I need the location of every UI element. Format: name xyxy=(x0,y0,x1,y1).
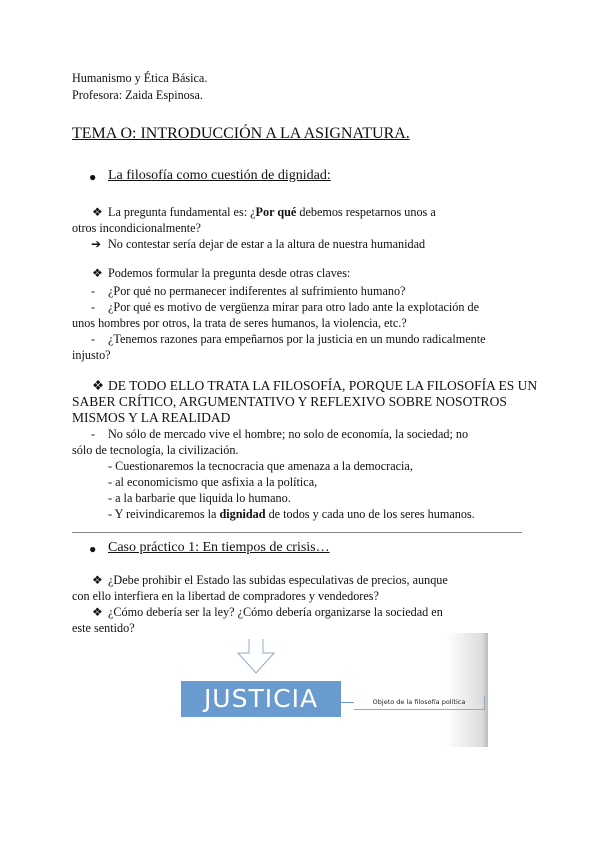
connector-line xyxy=(341,702,354,703)
text: de todos y cada uno de los seres humanos. xyxy=(265,507,475,521)
text: - Y reivindicaremos la xyxy=(108,507,220,521)
sub-item: - a la barbarie que liquida lo humano. xyxy=(108,491,291,505)
bullet-icon: ● xyxy=(89,170,97,184)
down-arrow-icon xyxy=(236,639,276,675)
page-title: TEMA O: INTRODUCCIÓN A LA ASIGNATURA. xyxy=(72,125,410,142)
section-heading: La filosofía como cuestión de dignidad: xyxy=(108,168,331,183)
paragraph-line: este sentido? xyxy=(72,621,135,635)
caps-line: SABER CRÍTICO, ARGUMENTATIVO Y REFLEXIVO SOBRE NOSOTROS xyxy=(72,394,507,409)
sub-item: - Cuestionaremos la tecnocracia que amenaza a la democracia, xyxy=(108,459,413,473)
dash-icon: - xyxy=(91,300,96,314)
justicia-box: JUSTICIA xyxy=(181,681,341,717)
paragraph-line: con ello interfiera en la libertad de compradores y vendedores? xyxy=(72,589,379,603)
list-item: unos hombres por otros, la trata de seres humanos, la violencia, etc.? xyxy=(72,316,407,330)
arrow-icon: ➔ xyxy=(91,237,102,251)
diamond-bullet-icon: ❖ xyxy=(92,378,105,393)
paragraph-line: Podemos formular la pregunta desde otras claves: xyxy=(108,266,351,280)
paragraph-line: ¿Cómo debería ser la ley? ¿Cómo debería organizarse la sociedad en xyxy=(108,605,443,619)
diamond-bullet-icon: ❖ xyxy=(92,573,103,587)
course-name: Humanismo y Ética Básica. xyxy=(72,71,208,85)
caps-line: DE TODO ELLO TRATA LA FILOSOFÍA, PORQUE LA FILOSOFÍA ES UN xyxy=(108,378,538,393)
sub-item: - al economicismo que asfixia a la política, xyxy=(108,475,318,489)
list-item: injusto? xyxy=(72,348,111,362)
list-item: ¿Por qué no permanecer indiferentes al sufrimiento humano? xyxy=(108,284,406,298)
caps-line: MISMOS Y LA REALIDAD xyxy=(72,410,231,425)
bold-text: Por qué xyxy=(255,205,297,219)
diagram-label: Objeto de la filosofía política xyxy=(354,696,485,710)
paragraph-line: No contestar sería dejar de estar a la altura de nuestra humanidad xyxy=(108,237,426,251)
text: La pregunta fundamental es: ¿ xyxy=(108,205,256,219)
bold-text: dignidad xyxy=(219,507,266,521)
paragraph-line: ¿Debe prohibir el Estado las subidas especulativas de precios, aunque xyxy=(108,573,448,587)
list-item: ¿Por qué es motivo de vergüenza mirar para otro lado ante la explotación de xyxy=(108,300,480,314)
diamond-bullet-icon: ❖ xyxy=(92,605,103,619)
dash-icon: - xyxy=(91,332,96,346)
paragraph-line: otros incondicionalmente? xyxy=(72,221,201,235)
justicia-diagram xyxy=(176,633,488,747)
image-shadow xyxy=(446,633,488,747)
diamond-bullet-icon: ❖ xyxy=(92,205,103,219)
list-item: No sólo de mercado vive el hombre; no solo de economía, la sociedad; no xyxy=(108,427,469,441)
teacher-name: Profesora: Zaida Espinosa. xyxy=(72,88,203,102)
bullet-icon: ● xyxy=(89,542,97,556)
dash-icon: - xyxy=(91,427,96,441)
section-heading: Caso práctico 1: En tiempos de crisis… xyxy=(108,540,330,555)
horizontal-rule xyxy=(72,532,522,533)
list-item: ¿Tenemos razones para empeñarnos por la justicia en un mundo radicalmente xyxy=(108,332,486,346)
list-item: sólo de tecnología, la civilización. xyxy=(72,443,239,457)
diamond-bullet-icon: ❖ xyxy=(92,266,103,280)
dash-icon: - xyxy=(91,284,96,298)
sub-item xyxy=(108,507,475,522)
text: debemos respetarnos unos a xyxy=(296,205,436,219)
paragraph-line xyxy=(108,205,436,220)
